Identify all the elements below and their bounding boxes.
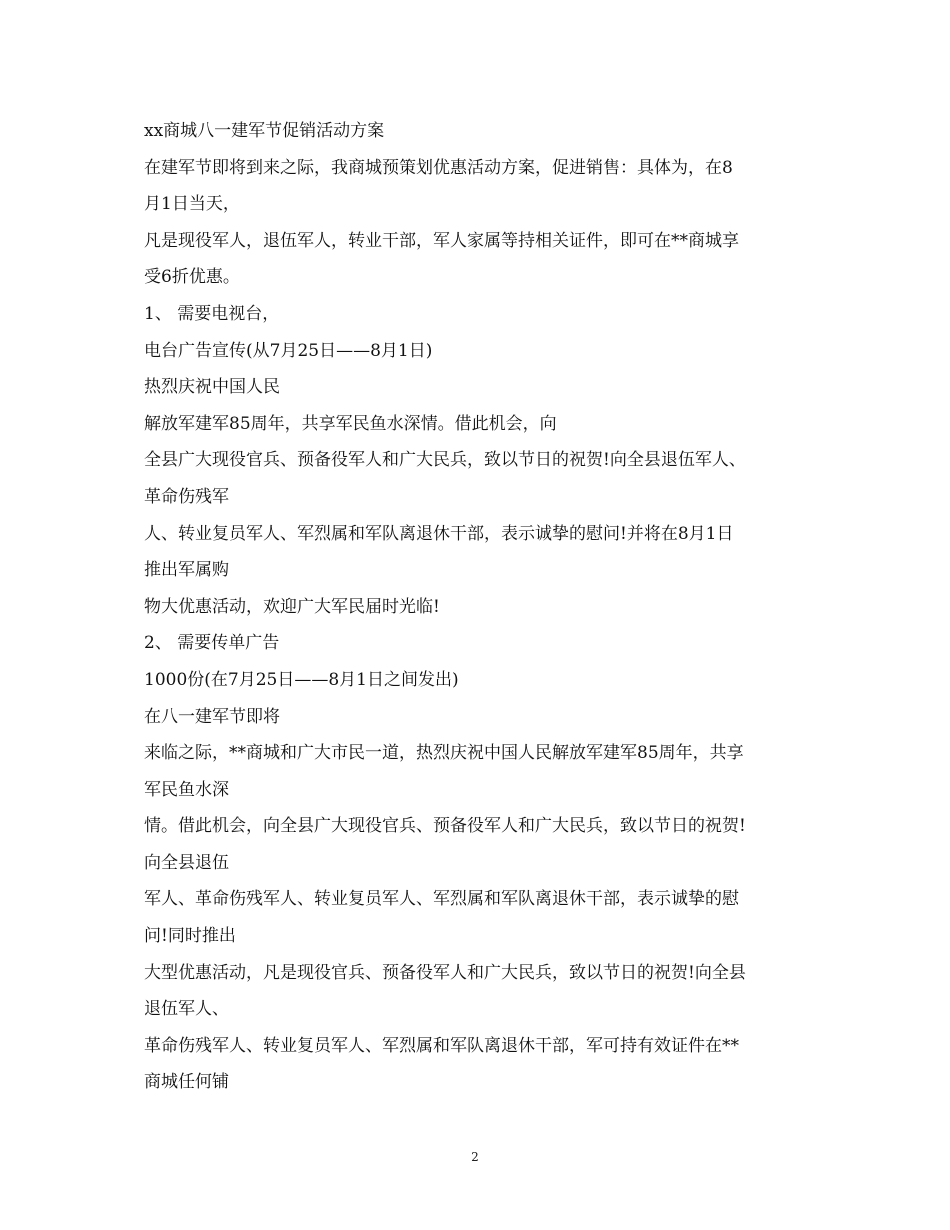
text-line: 1000份(在7月25日——8月1日之间发出): [144, 669, 459, 690]
text-line: 凡是现役军人，退伍军人，转业干部，军人家属等持相关证件，即可在**商城享: [144, 230, 739, 251]
text-line: 军人、革命伤残军人、转业复员军人、军烈属和军队离退休干部，表示诚挚的慰: [144, 889, 739, 910]
document-title: xx商城八一建军节促销活动方案: [144, 121, 385, 141]
text-line: 热烈庆祝中国人民: [144, 377, 280, 398]
text-line: 来临之际，**商城和广大市民一道，热烈庆祝中国人民解放军建军85周年，共享: [144, 743, 744, 764]
document-body: [144, 113, 810, 1101]
text-line: 向全县退伍: [144, 852, 229, 873]
text-line: 解放军建军85周年，共享军民鱼水深情。借此机会，向: [144, 413, 557, 434]
section-heading-1: 1、 需要电视台，: [144, 303, 280, 324]
text-line: 人、转业复员军人、军烈属和军队离退休干部，表示诚挚的慰问!并将在8月1日: [144, 523, 734, 544]
text-line: 推出军属购: [144, 560, 229, 581]
text-line: 问!同时推出: [144, 926, 236, 947]
text-line: 月1日当天，: [144, 194, 240, 215]
section-heading-2: 2、 需要传单广告: [144, 633, 280, 654]
text-line: 情。借此机会，向全县广大现役官兵、预备役军人和广大民兵，致以节日的祝贺!: [144, 816, 746, 837]
text-line: 商城任何铺: [144, 1072, 229, 1093]
text-line: 革命伤残军: [144, 486, 229, 507]
text-line: 在八一建军节即将: [144, 706, 280, 727]
text-line: 受6折优惠。: [144, 267, 240, 288]
text-line: 革命伤残军人、转业复员军人、军烈属和军队离退休干部，军可持有效证件在**: [144, 1035, 739, 1056]
text-line: 电台广告宣传(从7月25日——8月1日): [144, 340, 433, 361]
text-line: 全县广大现役官兵、预备役军人和广大民兵，致以节日的祝贺!向全县退伍军人、: [144, 450, 746, 471]
page-number: 2: [471, 1150, 479, 1164]
text-line: 退伍军人、: [144, 999, 229, 1020]
text-line: 大型优惠活动，凡是现役官兵、预备役军人和广大民兵，致以节日的祝贺!向全县: [144, 962, 746, 983]
text-line: 在建军节即将到来之际，我商城预策划优惠活动方案，促进销售：具体为，在8: [144, 157, 733, 178]
text-line: 物大优惠活动，欢迎广大军民届时光临!: [144, 596, 440, 617]
text-line: 军民鱼水深: [144, 779, 229, 800]
